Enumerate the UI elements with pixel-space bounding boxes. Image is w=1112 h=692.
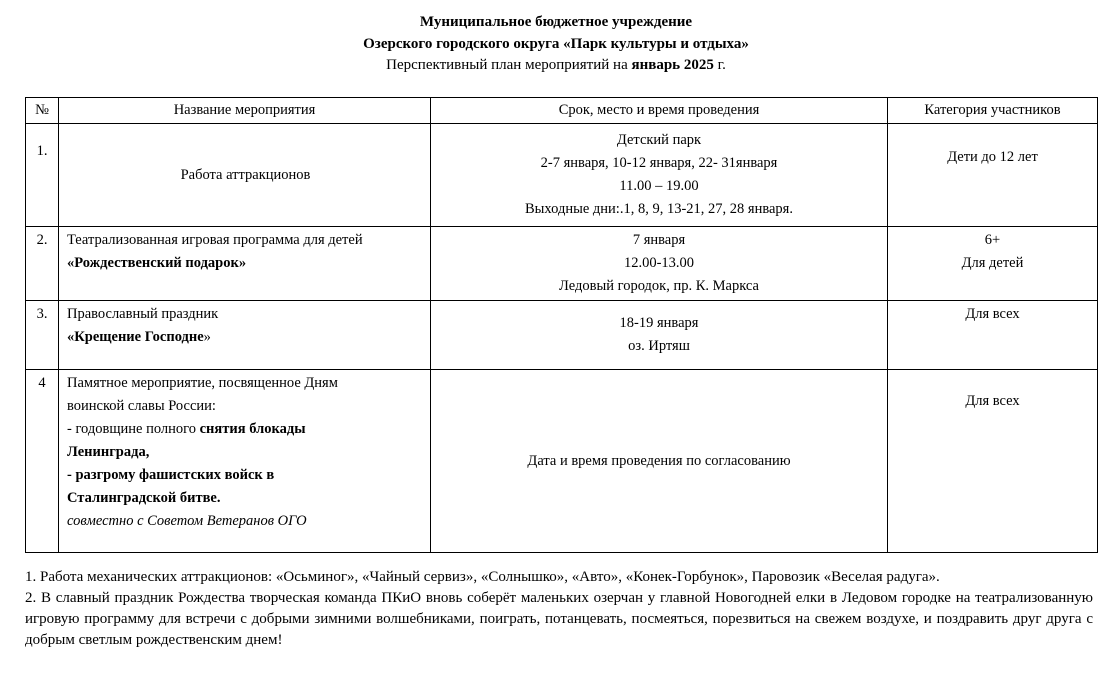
category-line: Для всех [965,306,1020,322]
category-line: Для детей [961,255,1024,271]
schedule-line: 11.00 – 19.00 [619,178,699,194]
events-plan-table [25,97,1098,553]
event-name-line: Сталинградской битве. [67,490,221,506]
event-name-line [67,326,424,349]
event-name-line: «Рождественский подарок» [67,255,247,271]
event-name-line: - разгрому фашистских войск в [67,467,275,483]
col-header-number: № [26,98,59,124]
schedule-line: 18-19 января [619,315,699,331]
doc-title-line3-suffix: г. [713,57,726,73]
row1-number-cell: 1. [26,124,59,227]
event-name-line: Ленинграда, [67,444,150,460]
table-row-1 [26,124,1098,227]
category-line: 6+ [984,232,1001,248]
row1-event-name-cell: Работа аттракционов [59,124,431,227]
category-line: Дети до 12 лет [947,149,1038,165]
schedule-line: оз. Иртяш [628,338,690,354]
schedule-line: 7 января [632,232,686,248]
table-row-2 [26,227,1098,301]
row4-category-cell [888,370,1098,553]
schedule-line: Дата и время проведения по согласованию [527,452,791,469]
row1-category-cell [888,124,1098,227]
footnotes [25,567,1093,651]
event-name-line [67,418,424,441]
schedule-line: 2-7 января, 10-12 января, 22- 31января [540,155,778,171]
event-name-tail: » [203,329,211,345]
doc-title-line2: Озерского городского округа «Парк культуры и отдыха» [363,35,749,52]
col-header-category: Категория участников [888,98,1098,124]
col-header-schedule: Срок, место и время проведения [431,98,888,124]
row2-schedule-cell [431,227,888,301]
event-name-line: воинской славы России: [67,398,216,414]
schedule-line: Ледовый городок, пр. К. Маркса [559,278,759,294]
row1-schedule-cell [431,124,888,227]
row2-category-cell [888,227,1098,301]
row2-event-name-cell [59,227,431,301]
doc-title-line3-month: январь 2025 [631,57,714,73]
event-name-line: Театрализованная игровая программа для детей [67,232,363,248]
doc-title-line3 [0,55,1112,77]
row3-category-cell [888,301,1098,370]
table-header-row [26,98,1098,124]
row3-number-cell: 3. [26,301,59,370]
document-header [0,12,1112,77]
table-row-4 [26,370,1098,553]
footnote-1: 1. Работа механических аттракционов: «Осьминог», «Чайный сервиз», «Солнышко», «Авто», «Конек-Горбунок», Паровозик «Веселая радуга». [25,569,940,585]
event-name-line: Памятное мероприятие, посвященное Дням [67,375,338,391]
schedule-line: Выходные дни:.1, 8, 9, 13-21, 27, 28 января. [525,201,793,217]
event-name-bold: снятия блокады [199,421,306,437]
row3-event-name-cell [59,301,431,370]
event-name-bold: «Крещение Господне [67,329,204,345]
event-name-line: Православный праздник [67,306,219,322]
row2-number-cell: 2. [26,227,59,301]
row3-schedule-cell [431,301,888,370]
event-name-normal: - годовщине полного [67,421,200,437]
row4-event-name-cell [59,370,431,553]
table-row-3 [26,301,1098,370]
row4-schedule-cell [431,370,888,553]
col-header-event-name: Название мероприятия [59,98,431,124]
footnote-2: 2. В славный праздник Рождества творческая команда ПКиО вновь соберёт маленьких озерчан у главной Новогодней елки в Ледовом городке на театрализованную игровую программу для встречи с добрыми зимними волшебниками, поиграть, потанцевать, посмеяться, порезвиться на свежем воздухе, и поздравить друг друга с добрым светлым рождественским днем! [25,590,1093,648]
category-line: Для всех [965,393,1020,409]
doc-title-line1: Муниципальное бюджетное учреждение [419,14,693,30]
doc-title-line3-prefix: Перспективный план мероприятий на [386,57,632,73]
schedule-line: 12.00-13.00 [623,255,695,271]
event-name-line-italic: совместно с Советом Ветеранов ОГО [67,513,307,529]
row4-number-cell: 4 [26,370,59,553]
schedule-line: Детский парк [616,132,702,148]
